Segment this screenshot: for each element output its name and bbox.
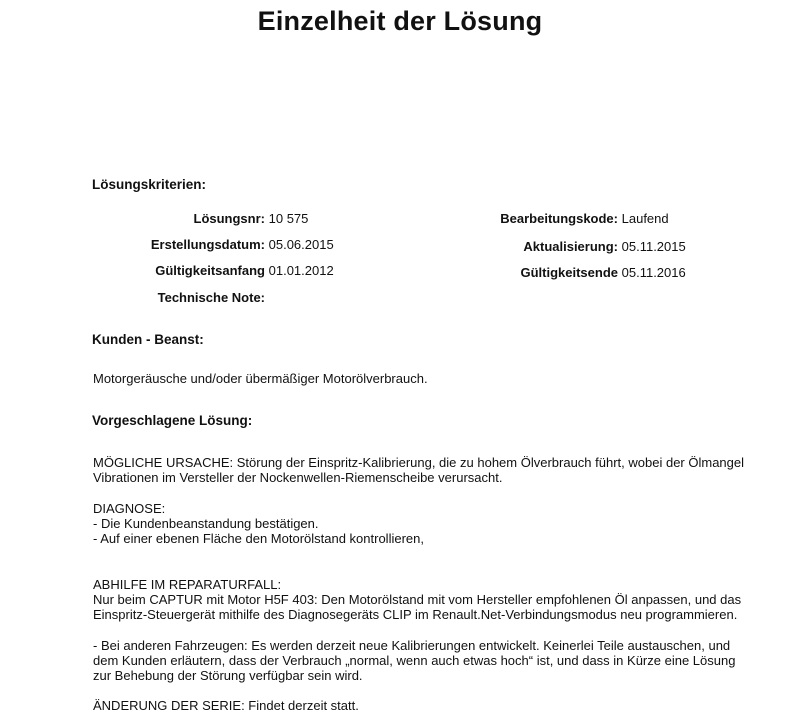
series-change-paragraph <box>93 698 793 713</box>
field-technical-note <box>92 290 265 305</box>
repair-line: Einspritz-Steuergerät mithilfe des Diagnosegeräts CLIP im Renault.Net-Verbindungsmodus neu programmieren. <box>93 607 738 622</box>
cause-line: Vibrationen im Versteller der Nockenwellen-Riemenscheibe verursacht. <box>93 470 503 485</box>
field-label: Technische Note: <box>157 290 265 305</box>
field-value: 05.06.2015 <box>268 237 334 252</box>
cause-paragraph <box>93 455 793 485</box>
other-vehicles-paragraph <box>93 638 793 683</box>
other-line: dem Kunden erläutern, dass der Verbrauch „normal, wenn auch etwas hoch“ ist, und dass in Kürze eine Lösung <box>93 653 736 668</box>
repair-title: ABHILFE IM REPARATURFALL: <box>93 577 282 592</box>
field-value: 05.11.2016 <box>621 265 686 280</box>
field-processing-code <box>493 211 669 226</box>
diagnosis-step: - Auf einer ebenen Fläche den Motorölstand kontrollieren, <box>93 531 424 546</box>
field-label: Erstellungsdatum: <box>150 237 265 252</box>
diagnosis-paragraph <box>93 501 793 546</box>
field-value: Laufend <box>621 211 669 226</box>
diagnosis-step: - Die Kundenbeanstandung bestätigen. <box>93 516 319 531</box>
complaint-text <box>93 371 793 386</box>
series-change-line: ÄNDERUNG DER SERIE: Findet derzeit statt. <box>93 698 359 713</box>
field-valid-until <box>493 265 686 280</box>
other-line: - Bei anderen Fahrzeugen: Es werden derzeit neue Kalibrierungen entwickelt. Keinerlei Teile austauschen, und <box>93 638 731 653</box>
field-update-date <box>493 239 686 254</box>
solution-heading: Vorgeschlagene Lösung: <box>92 413 253 428</box>
field-label: Lösungsnr: <box>193 211 265 226</box>
other-line: zur Behebung der Störung verfügbar sein wird. <box>93 668 363 683</box>
field-label: Gültigkeitsanfang <box>155 263 265 278</box>
field-label: Aktualisierung: <box>523 239 618 254</box>
page-title: Einzelheit der Lösung <box>257 6 543 36</box>
field-creation-date <box>92 237 334 252</box>
complaint-line: Motorgeräusche und/oder übermäßiger Motorölverbrauch. <box>93 371 428 386</box>
criteria-heading: Lösungskriterien: <box>92 177 207 192</box>
field-label: Gültigkeitsende <box>520 265 618 280</box>
diagnosis-title: DIAGNOSE: <box>93 501 166 516</box>
field-value: 10 575 <box>268 211 309 226</box>
field-label: Bearbeitungskode: <box>500 211 618 226</box>
field-value: 01.01.2012 <box>268 263 334 278</box>
field-solution-number <box>92 211 308 226</box>
cause-line: MÖGLICHE URSACHE: Störung der Einspritz-Kalibrierung, die zu hohem Ölverbrauch führt, wobei der Ölmangel <box>93 455 744 470</box>
field-value: 05.11.2015 <box>621 239 686 254</box>
repair-line: Nur beim CAPTUR mit Motor H5F 403: Den Motorölstand mit vom Hersteller empfohlenen Öl anpassen, und das <box>93 592 742 607</box>
complaint-heading: Kunden - Beanst: <box>92 332 204 347</box>
repair-paragraph <box>93 577 793 622</box>
field-valid-from <box>92 263 334 278</box>
